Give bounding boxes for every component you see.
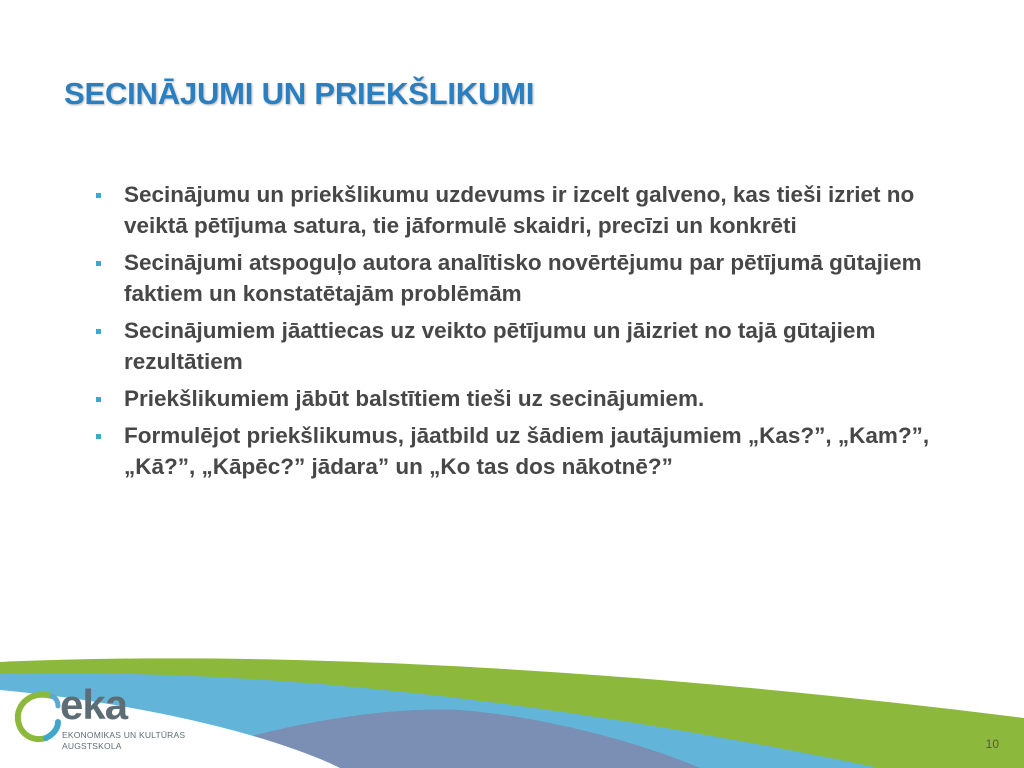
bullet-list [96,179,956,488]
bullet-text: Formulējot priekšlikumus, jāatbild uz šādiem jautājumiem „Kas?”, „Kam?”, „Kā?”, „Kāpēc?” jādara” un „Ko tas dos nākotnē?” [124,423,930,479]
logo-caption [62,730,185,752]
logo-caption-line-1: EKONOMIKAS UN KULTŪRAS [62,730,186,740]
bullet-text: Secinājumi atspoguļo autora analītisko novērtējumu par pētījumā gūtajiem faktiem un konstatētajām problēmām [124,250,922,306]
page-number: 10 [985,737,999,751]
bullet-item [96,420,956,482]
square-bullet-icon [96,261,101,266]
bullet-item [96,179,956,241]
bullet-text: Secinājumiem jāattiecas uz veikto pētījumu un jāizriet no tajā gūtajiem rezultātiem [124,318,876,374]
slide-title: SECINĀJUMI UN PRIEKŠLIKUMI [64,76,535,111]
logo-caption-line-2: AUGSTSKOLA [62,741,122,751]
eka-logo-mark-icon [12,688,64,746]
square-bullet-icon [96,329,101,334]
square-bullet-icon [96,434,101,439]
bullet-text: Priekšlikumiem jābūt balstītiem tieši uz secinājumiem. [124,386,705,411]
logo-wordmark: eka [60,681,128,728]
bullet-item [96,315,956,377]
bullet-item [96,383,956,414]
square-bullet-icon [96,193,101,198]
bullet-item [96,247,956,309]
square-bullet-icon [96,397,101,402]
bullet-text: Secinājumu un priekšlikumu uzdevums ir izcelt galveno, kas tieši izriet no veiktā pētījuma satura, tie jāformulē skaidri, precīzi un konkrēti [124,182,915,238]
